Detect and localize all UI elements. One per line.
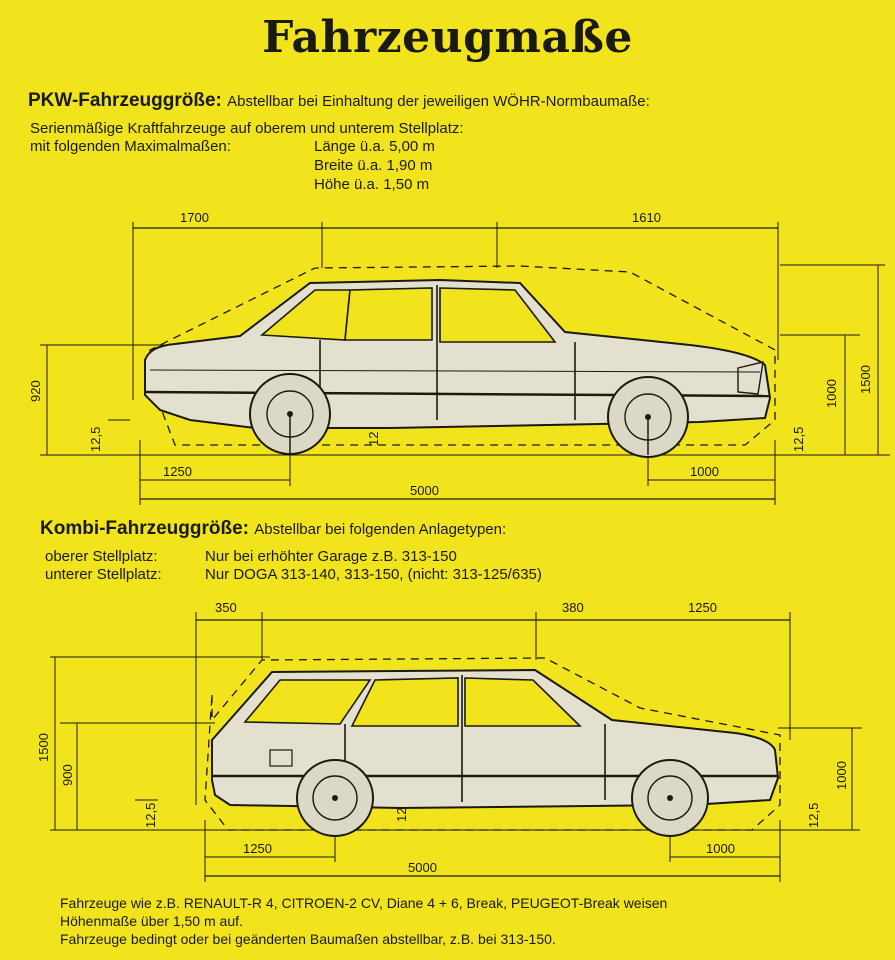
pkw-dim-right-outer: 1500 <box>858 365 873 394</box>
pkw-line1: Serienmäßige Kraftfahrzeuge auf oberem und unterem Stellplatz: <box>30 120 464 137</box>
pkw-window-mid <box>345 288 432 340</box>
pkw-hoehe: Höhe ü.a. 1,50 m <box>314 176 430 193</box>
pkw-dim-wheel-right: 1000 <box>690 464 719 479</box>
kombi-dim-wheel-left: 1250 <box>243 841 272 856</box>
kombi-line2-value: Nur DOGA 313-140, 313-150, (nicht: 313-125/635) <box>205 566 542 583</box>
footer-line2: Höhenmaße über 1,50 m auf. <box>60 913 243 929</box>
pkw-dim-ground-left: 12,5 <box>88 426 103 452</box>
kombi-dim-right-inner: 1000 <box>834 761 849 790</box>
kombi-dim-wheel-right: 1000 <box>706 841 735 856</box>
kombi-dim-left-inner: 900 <box>60 764 75 786</box>
pkw-dim-wheel-left: 1250 <box>163 464 192 479</box>
kombi-dim-ground-left: 12,5 <box>143 802 158 828</box>
kombi-line1-label: oberer Stellplatz: <box>45 548 158 565</box>
kombi-diagram <box>36 600 862 882</box>
kombi-dim-ground-mid: 12 <box>394 807 409 822</box>
page-title: Fahrzeugmaße <box>262 12 633 63</box>
kombi-line2-label: unterer Stellplatz: <box>45 566 162 583</box>
kombi-dim-left-outer: 1500 <box>36 733 51 762</box>
pkw-heading-note: Abstellbar bei Einhaltung der jeweiligen WÖHR-Normbaumaße: <box>227 93 650 110</box>
kombi-heading-note: Abstellbar bei folgenden Anlagetypen: <box>254 521 507 538</box>
pkw-dim-top-left: 1700 <box>180 210 209 225</box>
kombi-dim-top-right: 1250 <box>688 600 717 615</box>
pkw-heading-label: PKW-Fahrzeuggröße: <box>28 90 222 111</box>
kombi-dim-top-mid: 380 <box>562 600 584 615</box>
pkw-laenge: Länge ü.a. 5,00 m <box>314 138 435 155</box>
pkw-dim-total: 5000 <box>410 483 439 498</box>
footer-line3: Fahrzeuge bedingt oder bei geänderten Baumaßen abstellbar, z.B. bei 313-150. <box>60 931 556 947</box>
pkw-diagram <box>28 210 890 505</box>
kombi-line1-value: Nur bei erhöhter Garage z.B. 313-150 <box>205 548 457 565</box>
pkw-dim-right-inner: 1000 <box>824 379 839 408</box>
kombi-dim-ground-right: 12,5 <box>806 802 821 828</box>
kombi-heading-label: Kombi-Fahrzeuggröße: <box>40 518 249 539</box>
pkw-dim-ground-mid: 12 <box>366 431 381 446</box>
pkw-dim-top-right: 1610 <box>632 210 661 225</box>
footer-line1: Fahrzeuge wie z.B. RENAULT-R 4, CITROEN-2 CV, Diane 4 + 6, Break, PEUGEOT-Break weisen <box>60 895 668 911</box>
pkw-dim-left-height: 920 <box>28 380 43 402</box>
pkw-breite: Breite ü.a. 1,90 m <box>314 157 433 174</box>
kombi-dim-top-left: 350 <box>215 600 237 615</box>
pkw-line2: mit folgenden Maximalmaßen: <box>30 138 231 155</box>
kombi-dim-total: 5000 <box>408 860 437 875</box>
pkw-dim-ground-right: 12,5 <box>791 426 806 452</box>
